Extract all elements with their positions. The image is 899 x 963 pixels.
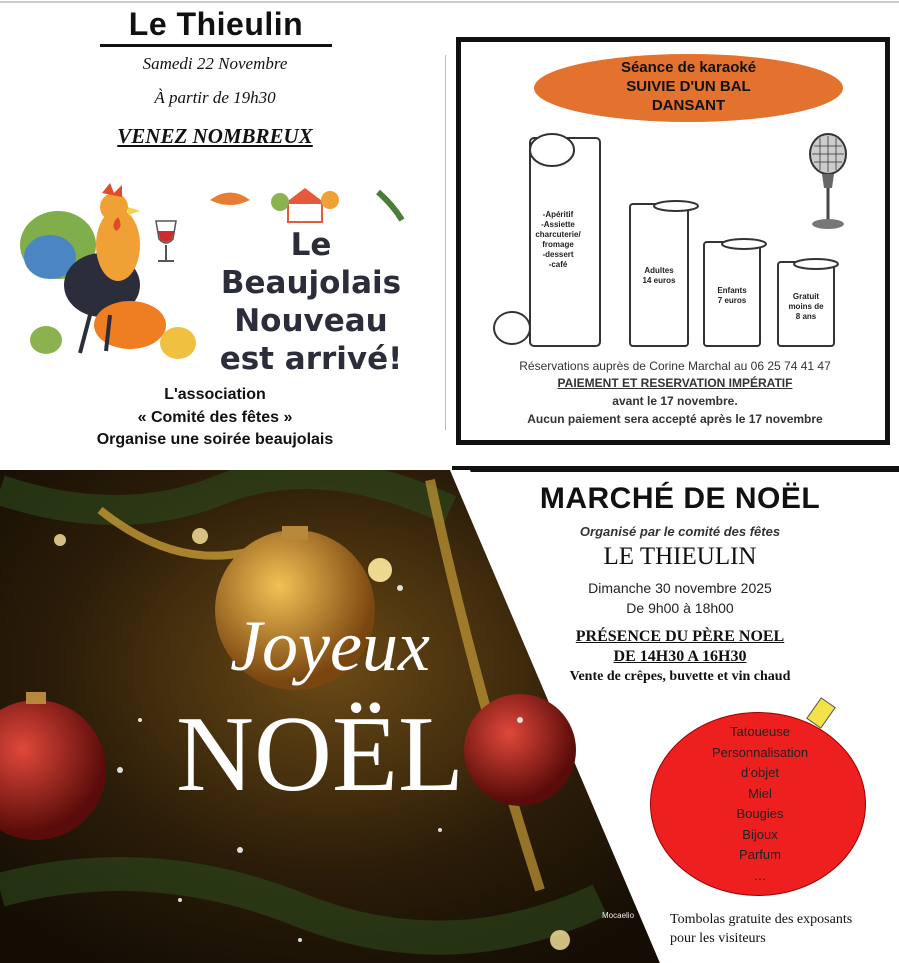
price-line: 8 ans	[795, 312, 817, 321]
pumpkin-icon	[94, 301, 166, 349]
joyeux-text: Joyeux	[230, 606, 430, 686]
list-item: d'objet	[741, 765, 779, 780]
house-icon	[288, 202, 322, 222]
tombola-line: pour les visiteurs	[670, 931, 766, 946]
poster-line: est arrivé!	[219, 341, 403, 377]
menu-line: charcuterie/	[535, 230, 581, 239]
rooster-comb-icon	[102, 183, 122, 197]
reservation-text: Réservations auprès de Corine Marchal au 06 25 74 41 47	[519, 359, 831, 373]
leaf-icon-2	[378, 192, 402, 220]
no-payment-notice: Aucun paiement sera accepté après le 17 novembre	[527, 412, 823, 426]
list-item: …	[753, 867, 767, 883]
title-underline	[100, 44, 332, 47]
price-line: Adultes	[644, 266, 674, 275]
event-time: À partir de 19h30	[154, 88, 276, 107]
price-line: Enfants	[717, 286, 747, 295]
payment-notice: PAIEMENT ET RESERVATION IMPÉRATIF	[557, 376, 793, 390]
vertical-divider	[445, 55, 446, 430]
beaujolais-poster-text	[196, 226, 426, 378]
marche-title: MARCHÉ DE NOËL	[539, 482, 821, 515]
bubble-line: Séance de karaoké	[620, 59, 757, 76]
bubble-line: DANSANT	[651, 97, 726, 114]
association-line: L'association	[164, 386, 266, 403]
top-border	[0, 1, 899, 3]
sales-text: Vente de crêpes, buvette et vin chaud	[569, 669, 791, 684]
price-line: 7 euros	[717, 296, 747, 305]
menu-line: -café	[548, 260, 568, 269]
price-line: Gratuit	[792, 292, 820, 301]
organizer-text: Organisé par le comité des fêtes	[579, 524, 781, 539]
karaoke-bubble	[534, 54, 843, 122]
poster-line: Le Beaujolais	[220, 227, 402, 301]
market-date: Dimanche 30 novembre 2025	[588, 580, 772, 596]
santa-presence: PRÉSENCE DU PÈRE NOEL	[575, 628, 785, 645]
menu-line: -Apéritif	[542, 210, 574, 219]
deadline-text: avant le 17 novembre.	[612, 394, 738, 408]
list-item: Parfum	[739, 847, 781, 862]
leaf-icon	[210, 193, 250, 206]
price-enfants	[704, 286, 760, 306]
tombola-text	[670, 910, 898, 948]
santa-hours: DE 14H30 A 16H30	[613, 648, 747, 665]
exhibitor-list	[660, 722, 860, 886]
location-title: LE THIEULIN	[603, 543, 757, 570]
tombola-line: Tombolas gratuite des exposants	[670, 912, 853, 927]
association-line: « Comité des fêtes »	[137, 409, 293, 426]
list-item: Personnalisation	[711, 744, 809, 760]
rooster-head-icon	[100, 193, 128, 221]
list-item: Bijoux	[742, 826, 778, 842]
watermark: Mocaelio	[602, 911, 635, 920]
menu-text	[528, 210, 588, 270]
menu-line: fromage	[542, 240, 574, 249]
tagline: VENEZ NOMBREUX	[117, 124, 313, 148]
noel-text: NOËL	[176, 695, 464, 814]
menu-line: -dessert	[542, 250, 574, 259]
menu-line: -Assiette	[541, 220, 575, 229]
market-hours: De 9h00 à 18h00	[626, 600, 734, 616]
decor-icons	[210, 180, 420, 230]
event-date: Samedi 22 Novembre	[142, 54, 288, 73]
rooster-illustration	[10, 175, 210, 365]
price-line: 14 euros	[642, 276, 676, 285]
list-item: Miel	[748, 785, 772, 801]
flyer-title: Le Thieulin	[128, 6, 304, 42]
bubble-line: SUIVIE D'UN BAL	[626, 78, 751, 95]
list-item: Bougies	[736, 806, 784, 821]
price-adultes	[630, 266, 688, 286]
list-item: Tatoueuse	[730, 724, 790, 739]
price-line: moins de	[788, 302, 824, 311]
price-gratuit	[778, 292, 834, 322]
association-line: Organise une soirée beaujolais	[96, 431, 334, 448]
poster-line: Nouveau	[234, 303, 388, 339]
